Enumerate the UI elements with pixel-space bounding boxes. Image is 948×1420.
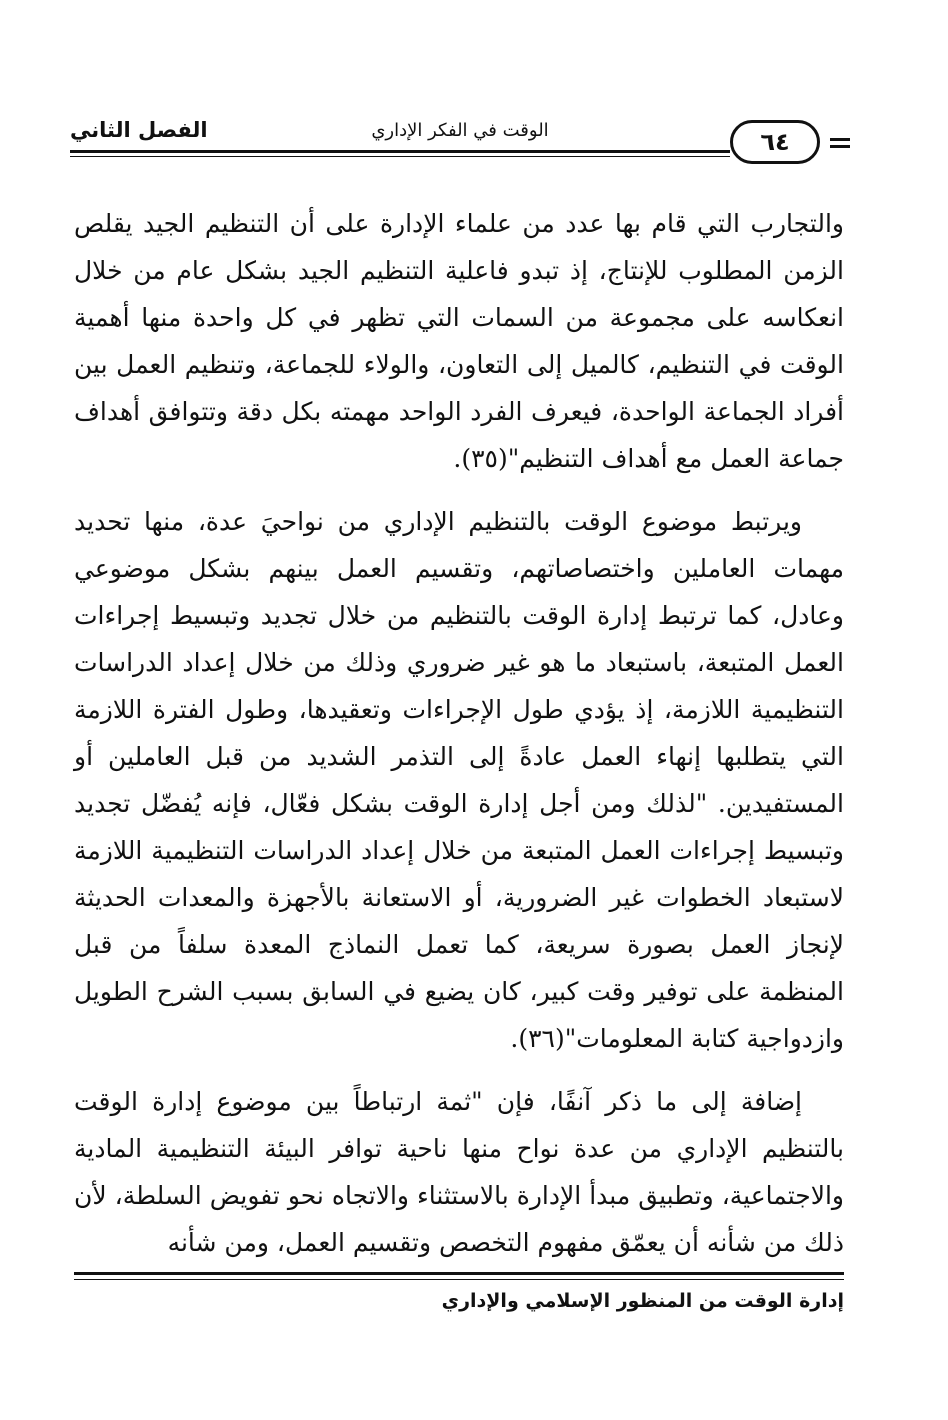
footer-rule-thick — [74, 1272, 844, 1275]
paragraph: إضافة إلى ما ذكر آنفًا، فإن "ثمة ارتباطاً بين موضوع إدارة الوقت بالتنظيم الإداري من عدة نواح منها ناحية توافر البيئة التنظيمية المادية والاجتماعية، وتطبيق مبدأ الإدارة بالاستثناء والاتجاه نحو تفويض السلطة، لأن ذلك من شأنه أن يعمّق مفهوم التخصص وتقسيم العمل، ومن شأنه — [74, 1087, 844, 1257]
page-header — [70, 108, 850, 168]
chapter-title: الفصل الثاني — [70, 118, 208, 142]
main-text — [74, 200, 844, 1282]
page-number-badge — [730, 120, 820, 164]
paragraph: ويرتبط موضوع الوقت بالتنظيم الإداري من نواحيَ عدة، منها تحديد مهمات العاملين واختصاصاتهم، وتقسيم العمل بينهم بشكل موضوعي وعادل، كما ترتبط إدارة الوقت بالتنظيم من خلال تجديد وتبسيط إجراءات العمل المتبعة، باستبعاد ما هو غير ضروري وذلك من خلال إعداد الدراسات التنظيمية اللازمة، إذ يؤدي طول الإجراءات وتعقيدها، وطول الفترة اللازمة التي يتطلبها إنهاء العمل عادةً إلى التذمر الشديد من قبل العاملين أو المستفيدين. "لذلك ومن أجل إدارة الوقت بشكل فعّال، فإنه يُفضّل تجديد وتبسيط إجراءات العمل المتبعة من خلال إعداد الدراسات التنظيمية اللازمة لاستبعاد الخطوات غير الضرورية، أو الاستعانة بالأجهزة والمعدات الحديثة لإنجاز العمل بصورة سريعة، كما تعمل النماذج المعدة سلفاً من قبل المنظمة على توفير وقت كبير، كان يضيع في السابق بسبب الشرح الطويل وازدواجية كتابة المعلومات"(٣٦). — [74, 507, 844, 1053]
footer-book-name: إدارة الوقت من المنظور الإسلامي والإداري — [441, 1290, 844, 1312]
footer-rule-thin — [74, 1279, 844, 1280]
running-title: الوقت في الفكر الإداري — [371, 120, 549, 141]
paragraph: والتجارب التي قام بها عدد من علماء الإدارة على أن التنظيم الجيد يقلص الزمن المطلوب للإنتاج، إذ تبدو فاعلية التنظيم الجيد بشكل عام من خلال انعكاسه على مجموعة من السمات التي تظهر في كل واحدة منها أهمية الوقت في التنظيم، كالميل إلى التعاون، والولاء للجماعة، وتنظيم العمل بين أفراد الجماعة الواحدة، فيعرف الفرد الواحد مهمته بكل دقة وتتوافق أهداف جماعة العمل مع أهداف التنظيم"(٣٥). — [74, 209, 844, 473]
header-rule-thick — [70, 150, 730, 153]
double-rule-ornament — [830, 138, 850, 148]
page-number: ٦٤ — [760, 128, 790, 156]
header-rule-thin — [70, 156, 730, 157]
